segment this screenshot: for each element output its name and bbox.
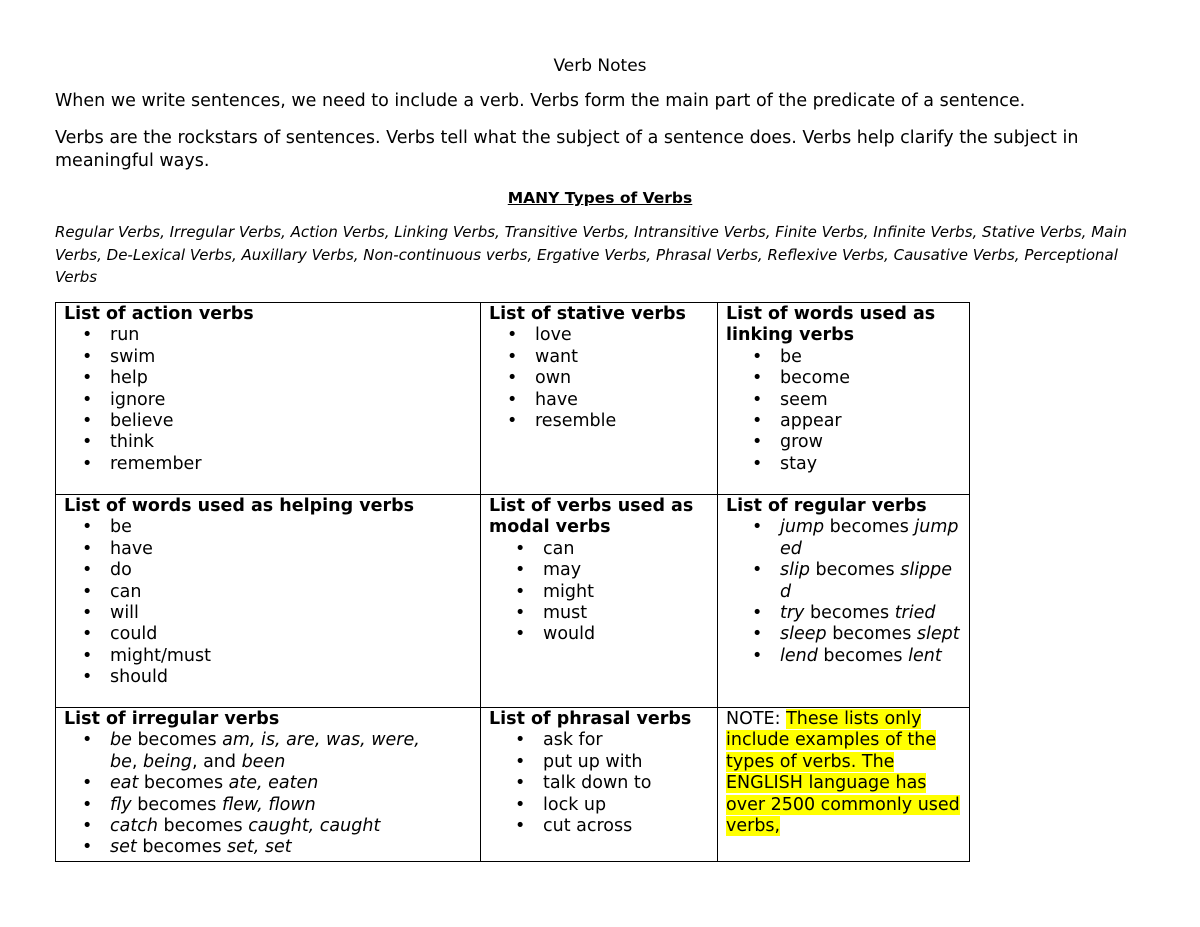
note-cell bbox=[718, 708, 970, 862]
document-title: Verb Notes bbox=[553, 56, 647, 76]
cell-heading: List of phrasal verbs bbox=[489, 709, 692, 729]
list-item: • seem bbox=[780, 390, 961, 411]
past-form: slipped bbox=[780, 560, 953, 602]
connector-text: becomes bbox=[826, 624, 917, 645]
list-item: • remember bbox=[110, 454, 472, 475]
base-verb: be bbox=[110, 730, 132, 751]
list-item bbox=[780, 517, 961, 560]
list-item: • put up with bbox=[543, 752, 709, 773]
stative-verbs-cell bbox=[481, 303, 718, 495]
list-item: • have bbox=[110, 539, 472, 560]
list-item: • be bbox=[780, 347, 961, 368]
past-form: flew, flown bbox=[221, 794, 316, 815]
connector-text: becomes bbox=[817, 645, 909, 666]
verb-types-list: Regular Verbs, Irregular Verbs, Action Verbs, Linking Verbs, Transitive Verbs, Intransitive Verbs, Finite Verbs, Infinite Verbs, Stative Verbs, Main Verbs, De-Lexical Verbs, Auxillary Verbs, Non-continuous verbs, Ergative Verbs, Phrasal Verbs, Reflexive Verbs, Causative Verbs, Perceptional Verbs bbox=[55, 223, 1128, 286]
base-verb: sleep bbox=[780, 624, 827, 645]
past-form: slept bbox=[916, 624, 960, 645]
list-item: • own bbox=[535, 368, 709, 389]
list-item bbox=[110, 730, 468, 773]
list-item: • will bbox=[110, 603, 472, 624]
list-item: • can bbox=[543, 539, 709, 560]
intro-paragraph: When we write sentences, we need to include a verb. Verbs form the main part of the predicate of a sentence. bbox=[55, 91, 1026, 111]
list-item: • want bbox=[535, 347, 709, 368]
list-item: • talk down to bbox=[543, 773, 709, 794]
linking-verbs-cell bbox=[718, 303, 970, 495]
list-item: • love bbox=[535, 325, 709, 346]
connector-text: becomes bbox=[136, 837, 228, 858]
table-row bbox=[56, 708, 970, 862]
connector-text: , and bbox=[191, 751, 242, 772]
connector-text: becomes bbox=[131, 794, 222, 815]
connector-text: becomes bbox=[804, 603, 895, 624]
past-form: caught, caught bbox=[248, 816, 381, 837]
list-item bbox=[780, 624, 961, 645]
list-item: • run bbox=[110, 325, 472, 346]
list-item: • would bbox=[543, 624, 709, 645]
list-item bbox=[780, 646, 961, 667]
highlighted-note: These lists only include examples of the types of verbs. The ENGLISH language has over 2500 commonly used verbs, bbox=[726, 709, 960, 837]
base-verb: eat bbox=[110, 773, 139, 794]
list-item: • do bbox=[110, 560, 472, 581]
list-item: • ignore bbox=[110, 390, 472, 411]
verb-types-heading: MANY Types of Verbs bbox=[507, 189, 693, 207]
list-item: • cut across bbox=[543, 816, 709, 837]
past-form: ate, eaten bbox=[228, 773, 319, 794]
cell-heading: List of verbs used as modal verbs bbox=[489, 496, 694, 538]
list-item: • appear bbox=[780, 411, 961, 432]
list-item: • may bbox=[543, 560, 709, 581]
list-item bbox=[780, 560, 961, 603]
list-item: • lock up bbox=[543, 795, 709, 816]
connector-text: becomes bbox=[131, 730, 223, 751]
helping-verbs-cell bbox=[56, 495, 481, 708]
past-form: jumped bbox=[780, 517, 959, 559]
list-item bbox=[780, 603, 961, 624]
list-item: • grow bbox=[780, 432, 961, 453]
past-form: tried bbox=[894, 603, 936, 624]
list-item: • be bbox=[110, 517, 472, 538]
verb-lists-table bbox=[55, 302, 970, 862]
list-item bbox=[110, 773, 468, 794]
base-verb: jump bbox=[780, 517, 825, 538]
base-verb: catch bbox=[110, 816, 158, 837]
cell-heading: List of regular verbs bbox=[726, 496, 927, 516]
modal-verbs-cell bbox=[481, 495, 718, 708]
rockstars-paragraph: Verbs are the rockstars of sentences. Verbs tell what the subject of a sentence does. Verbs help clarify the subject in meaningful ways. bbox=[55, 128, 1079, 171]
list-item: • must bbox=[543, 603, 709, 624]
connector-text: becomes bbox=[138, 773, 229, 794]
list-item: • can bbox=[110, 582, 472, 603]
list-item: • resemble bbox=[535, 411, 709, 432]
list-item: • might/must bbox=[110, 646, 472, 667]
table-row bbox=[56, 303, 970, 495]
base-verb: try bbox=[780, 603, 805, 624]
note-label: NOTE: bbox=[726, 709, 787, 729]
cell-heading: List of words used as linking verbs bbox=[726, 304, 936, 346]
past-form: am, is, are, was, were, be bbox=[110, 730, 420, 772]
connector-text: becomes bbox=[809, 560, 901, 581]
list-item: • could bbox=[110, 624, 472, 645]
base-verb: fly bbox=[110, 794, 132, 815]
past-form: being bbox=[143, 751, 192, 772]
cell-heading: List of action verbs bbox=[64, 304, 254, 324]
base-verb: lend bbox=[780, 645, 818, 666]
list-item: • ask for bbox=[543, 730, 709, 751]
connector-text: becomes bbox=[824, 517, 915, 538]
list-item: • become bbox=[780, 368, 961, 389]
cell-heading: List of words used as helping verbs bbox=[64, 496, 415, 516]
list-item bbox=[110, 795, 468, 816]
table-row bbox=[56, 495, 970, 708]
separator-text: , bbox=[131, 751, 144, 772]
base-verb: slip bbox=[780, 560, 810, 581]
list-item: • might bbox=[543, 582, 709, 603]
list-item: • have bbox=[535, 390, 709, 411]
action-verbs-cell bbox=[56, 303, 481, 495]
list-item: • help bbox=[110, 368, 472, 389]
past-form: set, set bbox=[227, 837, 292, 858]
list-item: • believe bbox=[110, 411, 472, 432]
connector-text: becomes bbox=[157, 816, 249, 837]
list-item: • swim bbox=[110, 347, 472, 368]
list-item bbox=[110, 837, 468, 858]
phrasal-verbs-cell bbox=[481, 708, 718, 862]
past-form: lent bbox=[908, 645, 942, 666]
list-item: • should bbox=[110, 667, 472, 688]
cell-heading: List of stative verbs bbox=[489, 304, 686, 324]
list-item: • stay bbox=[780, 454, 961, 475]
regular-verbs-cell bbox=[718, 495, 970, 708]
irregular-verbs-cell bbox=[56, 708, 481, 862]
base-verb: set bbox=[110, 837, 137, 858]
past-form: been bbox=[241, 751, 286, 772]
list-item bbox=[110, 816, 468, 837]
list-item: • think bbox=[110, 432, 472, 453]
cell-heading: List of irregular verbs bbox=[64, 709, 280, 729]
